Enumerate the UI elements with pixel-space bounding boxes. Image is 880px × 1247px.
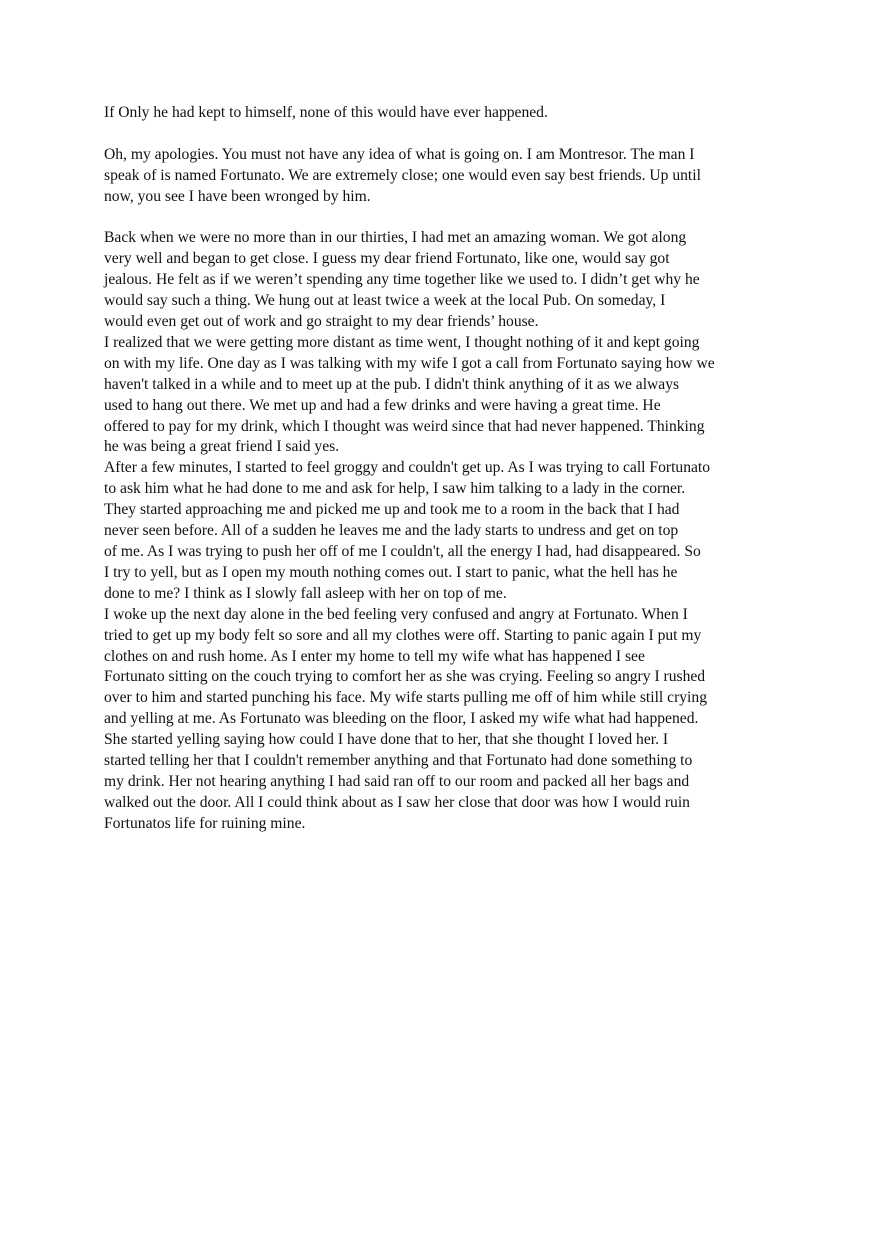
- text-line: Fortunatos life for ruining mine.: [104, 814, 306, 832]
- text-line: now, you see I have been wronged by him.: [104, 187, 371, 205]
- text-line: walked out the door. All I could think about as I saw her close that door was how I would ruin: [104, 793, 690, 811]
- text-line: would even get out of work and go straight to my dear friends’ house.: [104, 313, 539, 331]
- text-line: done to me? I think as I slowly fall asleep with her on top of me.: [104, 584, 507, 602]
- paragraph: [104, 145, 744, 208]
- text-line: If Only he had kept to himself, none of this would have ever happened.: [104, 104, 548, 121]
- text-line: jealous. He felt as if we weren’t spending any time together like we used to. I didn’t get why he: [104, 271, 700, 289]
- text-line: of me. As I was trying to push her off of me I couldn't, all the energy I had, had disappeared. So: [104, 543, 701, 560]
- text-line: my drink. Her not hearing anything I had said ran off to our room and packed all her bags and: [104, 772, 690, 790]
- text-line: After a few minutes, I started to feel groggy and couldn't get up. As I was trying to call Fortunato: [104, 459, 711, 477]
- text-line: offered to pay for my drink, which I thought was weird since that had never happened. Thinking: [104, 417, 705, 435]
- text-line: I try to yell, but as I open my mouth nothing comes out. I start to panic, what the hell has he: [104, 563, 678, 581]
- text-line: very well and began to get close. I guess my dear friend Fortunato, like one, would say got: [104, 250, 670, 268]
- text-line: used to hang out there. We met up and had a few drinks and were having a great time. He: [104, 396, 661, 414]
- paragraph: [104, 228, 744, 333]
- text-line: clothes on and rush home. As I enter my home to tell my wife what has happened I see: [104, 647, 645, 665]
- paragraph: [104, 333, 744, 458]
- text-line: tried to get up my body felt so sore and all my clothes were off. Starting to panic again I put my: [104, 626, 702, 644]
- text-line: Oh, my apologies. You must not have any idea of what is going on. I am Montresor. The man I: [104, 145, 695, 163]
- text-line: I woke up the next day alone in the bed feeling very confused and angry at Fortunato. When I: [104, 605, 688, 623]
- text-line: Back when we were no more than in our thirties, I had met an amazing woman. We got along: [104, 229, 687, 247]
- text-line: haven't talked in a while and to meet up at the pub. I didn't think anything of it as we always: [104, 375, 680, 393]
- text-line: over to him and started punching his face. My wife starts pulling me off of him while still crying: [104, 689, 707, 707]
- text-line: She started yelling saying how could I have done that to her, that she thought I loved her. I: [104, 731, 669, 749]
- paragraph: [104, 103, 744, 124]
- text-line: They started approaching me and picked me up and took me to a room in the back that I had: [104, 501, 680, 519]
- text-line: on with my life. One day as I was talking with my wife I got a call from Fortunato saying how we: [104, 354, 715, 372]
- text-line: to ask him what he had done to me and ask for help, I saw him talking to a lady in the corner.: [104, 480, 686, 498]
- text-line: speak of is named Fortunato. We are extremely close; one would even say best friends. Up until: [104, 166, 701, 184]
- text-line: started telling her that I couldn't remember anything and that Fortunato had done something to: [104, 752, 693, 770]
- document-body: [104, 103, 744, 835]
- text-line: never seen before. All of a sudden he leaves me and the lady starts to undress and get on top: [104, 522, 679, 540]
- paragraph: [104, 458, 744, 604]
- text-line: would say such a thing. We hung out at least twice a week at the local Pub. On someday, I: [104, 292, 666, 310]
- text-line: I realized that we were getting more distant as time went, I thought nothing of it and kept going: [104, 333, 700, 351]
- text-line: and yelling at me. As Fortunato was bleeding on the floor, I asked my wife what had happened.: [104, 710, 699, 728]
- text-line: Fortunato sitting on the couch trying to comfort her as she was crying. Feeling so angry I rushed: [104, 668, 706, 686]
- text-line: he was being a great friend I said yes.: [104, 438, 340, 456]
- paragraph: [104, 605, 744, 835]
